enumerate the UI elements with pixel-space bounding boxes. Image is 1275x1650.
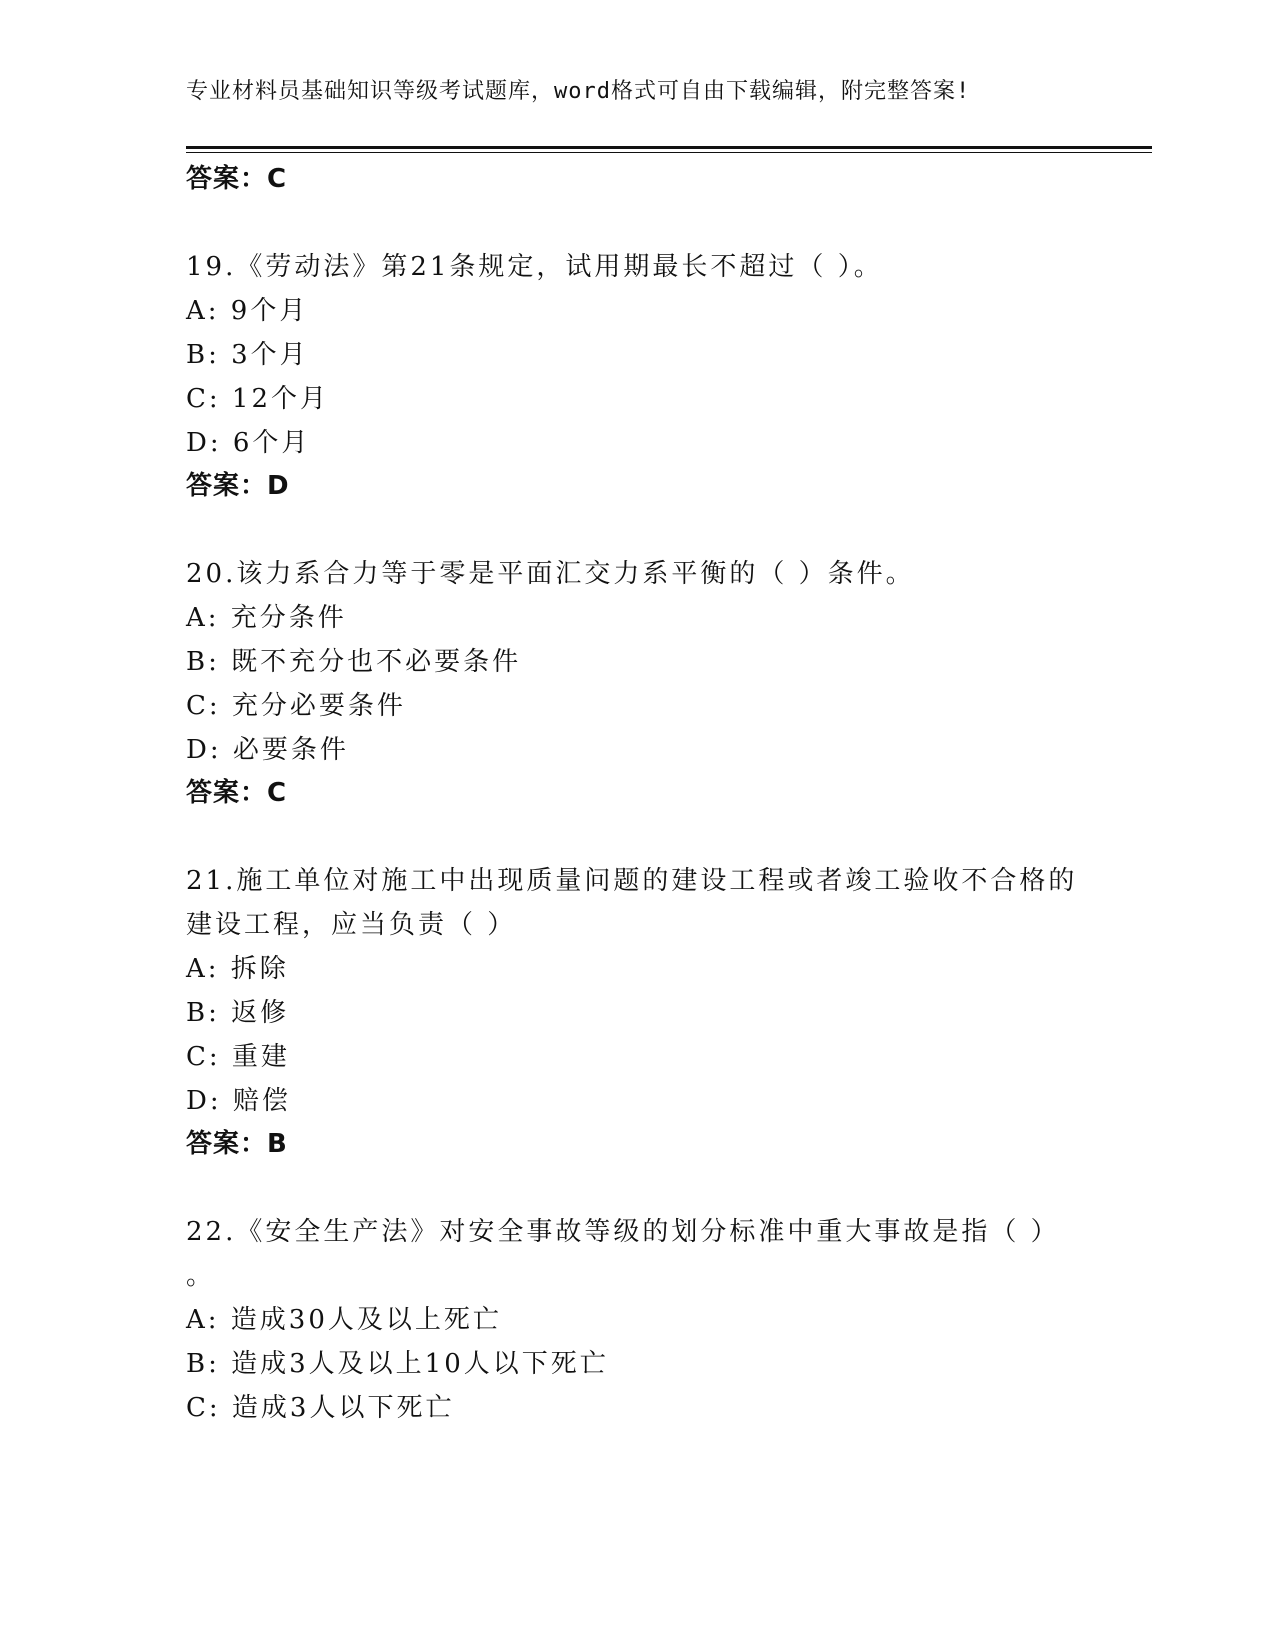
question-stem: 19.《劳动法》第21条规定，试用期最长不超过（ ）。 [186, 252, 883, 282]
answer-line: 答案：B [186, 1129, 288, 1159]
option-c: C: 充分必要条件 [186, 691, 406, 721]
answer-line: 答案：C [186, 164, 288, 194]
option-b: B: 既不充分也不必要条件 [186, 647, 522, 677]
option-b: B: 返修 [186, 998, 290, 1028]
option-b: B: 3个月 [186, 340, 309, 370]
question-stem-continued: 。 [186, 1261, 216, 1291]
option-a: A: 9个月 [186, 296, 309, 326]
option-c: C: 12个月 [186, 384, 330, 414]
option-a: A: 造成30人及以上死亡 [186, 1305, 502, 1335]
header-rule-thin [186, 152, 1152, 153]
option-a: A: 拆除 [186, 954, 289, 984]
question-stem: 21.施工单位对施工中出现质量问题的建设工程或者竣工验收不合格的 [186, 866, 1078, 896]
question-stem-continued: 建设工程，应当负责（ ） [186, 910, 517, 940]
option-d: D: 6个月 [186, 428, 311, 458]
option-c: C: 造成3人以下死亡 [186, 1393, 455, 1423]
option-d: D: 必要条件 [186, 735, 349, 765]
option-c: C: 重建 [186, 1042, 290, 1072]
option-d: D: 赔偿 [186, 1086, 291, 1116]
question-stem: 20.该力系合力等于零是平面汇交力系平衡的（ ）条件。 [186, 559, 915, 589]
header-rule [186, 146, 1152, 149]
option-b: B: 造成3人及以上10人以下死亡 [186, 1349, 609, 1379]
page-header: 专业材料员基础知识等级考试题库，word格式可自由下载编辑，附完整答案! [186, 79, 971, 104]
answer-line: 答案：D [186, 471, 290, 501]
answer-line: 答案：C [186, 778, 288, 808]
option-a: A: 充分条件 [186, 603, 347, 633]
question-stem: 22.《安全生产法》对安全事故等级的划分标准中重大事故是指（ ） [186, 1217, 1060, 1247]
